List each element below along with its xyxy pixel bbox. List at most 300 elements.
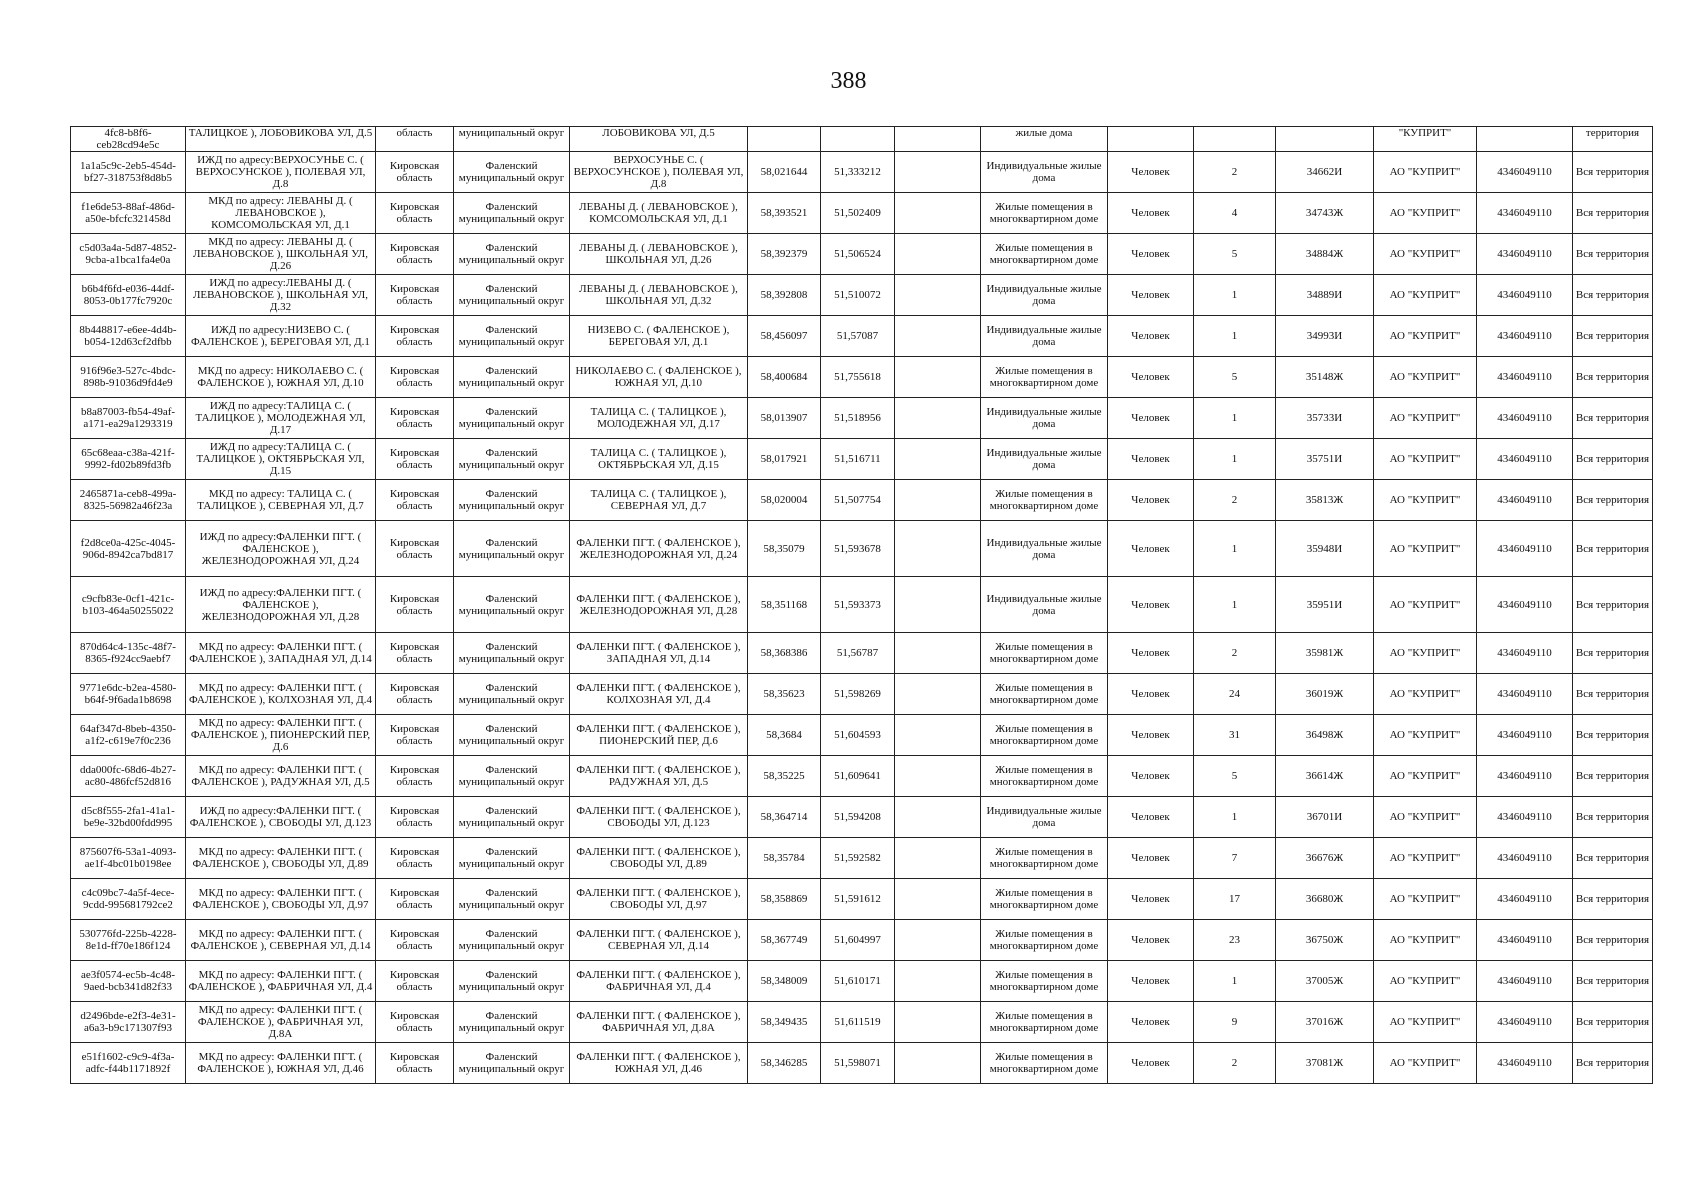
cell-unit: Человек [1108,577,1194,633]
cell-lat: 58,349435 [748,1002,821,1043]
cell-code: 35981Ж [1276,633,1374,674]
cell-lon: 51,594208 [821,797,895,838]
table-row [71,275,1653,316]
cell-code: 36701И [1276,797,1374,838]
cell-lon: 51,598269 [821,674,895,715]
cell-type: Индивидуальные жилые дома [981,797,1108,838]
cell-operator: АО "КУПРИТ" [1374,521,1477,577]
cell-lon: 51,57087 [821,316,895,357]
table-row [71,398,1653,439]
cell-extra [895,193,981,234]
cell-id: 9771e6dc-b2ea-4580-b64f-9f6ada1b8698 [71,674,186,715]
cell-address: ЛОБОВИКОВА УЛ, Д.5 [570,127,748,152]
cell-unit: Человек [1108,1043,1194,1084]
cell-territory: Вся территория [1573,674,1653,715]
cell-code: 35733И [1276,398,1374,439]
cell-territory: Вся территория [1573,1043,1653,1084]
cell-extra [895,480,981,521]
table-row [71,838,1653,879]
cell-unit: Человек [1108,398,1194,439]
cell-lat: 58,364714 [748,797,821,838]
cell-address: ЛЕВАНЫ Д. ( ЛЕВАНОВСКОЕ ), ШКОЛЬНАЯ УЛ, Д.26 [570,234,748,275]
cell-operator: АО "КУПРИТ" [1374,756,1477,797]
cell-district: Фаленский муниципальный округ [454,480,570,521]
cell-lon: 51,755618 [821,357,895,398]
cell-name: МКД по адресу: ФАЛЕНКИ ПГТ. ( ФАЛЕНСКОЕ ), ФАБРИЧНАЯ УЛ, Д.4 [186,961,376,1002]
cell-count: 1 [1194,961,1276,1002]
table-row [71,674,1653,715]
cell-region: Кировская область [376,234,454,275]
cell-type: Жилые помещения в многоквартирном доме [981,838,1108,879]
cell-district: Фаленский муниципальный округ [454,838,570,879]
cell-address: ФАЛЕНКИ ПГТ. ( ФАЛЕНСКОЕ ), ЖЕЛЕЗНОДОРОЖНАЯ УЛ, Д.24 [570,521,748,577]
cell-lon: 51,592582 [821,838,895,879]
cell-address: ФАЛЕНКИ ПГТ. ( ФАЛЕНСКОЕ ), ЖЕЛЕЗНОДОРОЖНАЯ УЛ, Д.28 [570,577,748,633]
cell-id: ae3f0574-ec5b-4c48-9aed-bcb341d82f33 [71,961,186,1002]
cell-lon: 51,502409 [821,193,895,234]
cell-count: 5 [1194,234,1276,275]
cell-region: Кировская область [376,1043,454,1084]
cell-lat: 58,3684 [748,715,821,756]
cell-lat: 58,392379 [748,234,821,275]
cell-id: b6b4f6fd-e036-44df-8053-0b177fc7920c [71,275,186,316]
cell-address: ФАЛЕНКИ ПГТ. ( ФАЛЕНСКОЕ ), КОЛХОЗНАЯ УЛ, Д.4 [570,674,748,715]
cell-count: 23 [1194,920,1276,961]
cell-name: МКД по адресу: ФАЛЕНКИ ПГТ. ( ФАЛЕНСКОЕ ), ЗАПАДНАЯ УЛ, Д.14 [186,633,376,674]
cell-count: 1 [1194,577,1276,633]
cell-extra [895,152,981,193]
cell-extra [895,577,981,633]
cell-extra [895,1002,981,1043]
cell-code: 36676Ж [1276,838,1374,879]
cell-extra [895,398,981,439]
cell-name: ИЖД по адресу:ВЕРХОСУНЬЕ С. ( ВЕРХОСУНСКОЕ ), ПОЛЕВАЯ УЛ, Д.8 [186,152,376,193]
cell-unit: Человек [1108,961,1194,1002]
cell-region: Кировская область [376,1002,454,1043]
cell-territory: Вся территория [1573,961,1653,1002]
table-row [71,1002,1653,1043]
cell-operator: АО "КУПРИТ" [1374,439,1477,480]
cell-address: ФАЛЕНКИ ПГТ. ( ФАЛЕНСКОЕ ), ЗАПАДНАЯ УЛ, Д.14 [570,633,748,674]
cell-address: ФАЛЕНКИ ПГТ. ( ФАЛЕНСКОЕ ), ФАБРИЧНАЯ УЛ, Д.4 [570,961,748,1002]
cell-lon: 51,333212 [821,152,895,193]
cell-name: МКД по адресу: НИКОЛАЕВО С. ( ФАЛЕНСКОЕ ), ЮЖНАЯ УЛ, Д.10 [186,357,376,398]
cell-code: 35948И [1276,521,1374,577]
cell-region: Кировская область [376,879,454,920]
cell-extra [895,275,981,316]
cell-count: 2 [1194,633,1276,674]
cell-inn: 4346049110 [1477,234,1573,275]
cell-address: ФАЛЕНКИ ПГТ. ( ФАЛЕНСКОЕ ), ПИОНЕРСКИЙ ПЕР, Д.6 [570,715,748,756]
cell-district: Фаленский муниципальный округ [454,398,570,439]
cell-district: Фаленский муниципальный округ [454,879,570,920]
cell-name: МКД по адресу: ФАЛЕНКИ ПГТ. ( ФАЛЕНСКОЕ ), ЮЖНАЯ УЛ, Д.46 [186,1043,376,1084]
cell-count: 1 [1194,521,1276,577]
cell-district: Фаленский муниципальный округ [454,316,570,357]
cell-type: Индивидуальные жилые дома [981,316,1108,357]
cell-region: Кировская область [376,521,454,577]
cell-district: Фаленский муниципальный округ [454,193,570,234]
cell-lon: 51,516711 [821,439,895,480]
table-row [71,480,1653,521]
cell-address: НИЗЕВО С. ( ФАЛЕНСКОЕ ), БЕРЕГОВАЯ УЛ, Д.1 [570,316,748,357]
cell-id: d2496bde-e2f3-4e31-a6a3-b9c171307f93 [71,1002,186,1043]
cell-district: Фаленский муниципальный округ [454,1002,570,1043]
cell-district: Фаленский муниципальный округ [454,521,570,577]
cell-inn: 4346049110 [1477,674,1573,715]
cell-operator: АО "КУПРИТ" [1374,920,1477,961]
cell-territory: Вся территория [1573,193,1653,234]
cell-operator: АО "КУПРИТ" [1374,480,1477,521]
cell-code: 35751И [1276,439,1374,480]
cell-inn: 4346049110 [1477,152,1573,193]
cell-lon: 51,591612 [821,879,895,920]
cell-inn: 4346049110 [1477,577,1573,633]
cell-id: 916f96e3-527c-4bdc-898b-91036d9fd4e9 [71,357,186,398]
cell-district: Фаленский муниципальный округ [454,577,570,633]
cell-id: f2d8ce0a-425c-4045-906d-8942ca7bd817 [71,521,186,577]
cell-name: МКД по адресу: ФАЛЕНКИ ПГТ. ( ФАЛЕНСКОЕ ), СЕВЕРНАЯ УЛ, Д.14 [186,920,376,961]
cell-id: dda000fc-68d6-4b27-ac80-486fcf52d816 [71,756,186,797]
cell-territory: Вся территория [1573,521,1653,577]
cell-address: ТАЛИЦА С. ( ТАЛИЦКОЕ ), МОЛОДЕЖНАЯ УЛ, Д.17 [570,398,748,439]
cell-unit: Человек [1108,357,1194,398]
cell-count: 5 [1194,756,1276,797]
cell-district: Фаленский муниципальный округ [454,275,570,316]
cell-count: 9 [1194,1002,1276,1043]
cell-type: Жилые помещения в многоквартирном доме [981,193,1108,234]
cell-lat: 58,393521 [748,193,821,234]
cell-type: Жилые помещения в многоквартирном доме [981,879,1108,920]
cell-region: Кировская область [376,715,454,756]
cell-lon: 51,604997 [821,920,895,961]
cell-type: жилые дома [981,127,1108,152]
table-row [71,756,1653,797]
cell-type: Жилые помещения в многоквартирном доме [981,234,1108,275]
cell-count: 1 [1194,797,1276,838]
cell-unit: Человек [1108,879,1194,920]
cell-inn: 4346049110 [1477,316,1573,357]
cell-inn: 4346049110 [1477,275,1573,316]
table-row [71,439,1653,480]
cell-id: 2465871a-ceb8-499a-8325-56982a46f23a [71,480,186,521]
table-row [71,127,1653,152]
cell-unit: Человек [1108,439,1194,480]
cell-unit: Человек [1108,152,1194,193]
cell-code: 36750Ж [1276,920,1374,961]
cell-region: Кировская область [376,357,454,398]
cell-type: Индивидуальные жилые дома [981,439,1108,480]
cell-territory: Вся территория [1573,316,1653,357]
cell-unit: Человек [1108,838,1194,879]
cell-region: Кировская область [376,633,454,674]
cell-territory: Вся территория [1573,920,1653,961]
cell-region: Кировская область [376,797,454,838]
cell-inn: 4346049110 [1477,480,1573,521]
cell-address: ФАЛЕНКИ ПГТ. ( ФАЛЕНСКОЕ ), СЕВЕРНАЯ УЛ, Д.14 [570,920,748,961]
cell-operator: АО "КУПРИТ" [1374,1043,1477,1084]
cell-type: Жилые помещения в многоквартирном доме [981,756,1108,797]
cell-lon: 51,507754 [821,480,895,521]
cell-id: c5d03a4a-5d87-4852-9cba-a1bca1fa4e0a [71,234,186,275]
cell-region: Кировская область [376,920,454,961]
cell-code: 35813Ж [1276,480,1374,521]
cell-lon: 51,610171 [821,961,895,1002]
cell-unit: Человек [1108,1002,1194,1043]
cell-region: Кировская область [376,275,454,316]
cell-lat: 58,367749 [748,920,821,961]
cell-extra [895,521,981,577]
cell-region: Кировская область [376,756,454,797]
cell-type: Жилые помещения в многоквартирном доме [981,715,1108,756]
cell-name: МКД по адресу: ЛЕВАНЫ Д. ( ЛЕВАНОВСКОЕ ), КОМСОМОЛЬСКАЯ УЛ, Д.1 [186,193,376,234]
cell-unit: Человек [1108,920,1194,961]
cell-count: 1 [1194,398,1276,439]
cell-territory: Вся территория [1573,715,1653,756]
cell-lat: 58,021644 [748,152,821,193]
cell-extra [895,756,981,797]
cell-name: ИЖД по адресу:ТАЛИЦА С. ( ТАЛИЦКОЕ ), ОКТЯБРЬСКАЯ УЛ, Д.15 [186,439,376,480]
cell-name: ИЖД по адресу:ТАЛИЦА С. ( ТАЛИЦКОЕ ), МОЛОДЕЖНАЯ УЛ, Д.17 [186,398,376,439]
cell-region: Кировская область [376,193,454,234]
cell-unit: Человек [1108,234,1194,275]
cell-extra [895,439,981,480]
cell-territory: Вся территория [1573,357,1653,398]
cell-code: 37081Ж [1276,1043,1374,1084]
cell-region: область [376,127,454,152]
cell-district: Фаленский муниципальный округ [454,439,570,480]
cell-id: 1a1a5c9c-2eb5-454d-bf27-318753f8d8b5 [71,152,186,193]
cell-lat: 58,35784 [748,838,821,879]
cell-unit: Человек [1108,715,1194,756]
cell-address: ВЕРХОСУНЬЕ С. ( ВЕРХОСУНСКОЕ ), ПОЛЕВАЯ УЛ, Д.8 [570,152,748,193]
cell-territory: Вся территория [1573,879,1653,920]
cell-type: Индивидуальные жилые дома [981,577,1108,633]
cell-name: ИЖД по адресу:ЛЕВАНЫ Д. ( ЛЕВАНОВСКОЕ ), ШКОЛЬНАЯ УЛ, Д.32 [186,275,376,316]
cell-operator: АО "КУПРИТ" [1374,674,1477,715]
table-body [71,127,1653,1084]
cell-address: ТАЛИЦА С. ( ТАЛИЦКОЕ ), ОКТЯБРЬСКАЯ УЛ, Д.15 [570,439,748,480]
table-row [71,879,1653,920]
cell-inn: 4346049110 [1477,879,1573,920]
cell-unit: Человек [1108,797,1194,838]
cell-operator: АО "КУПРИТ" [1374,316,1477,357]
cell-lat: 58,392808 [748,275,821,316]
cell-extra [895,797,981,838]
cell-lat: 58,368386 [748,633,821,674]
cell-lon [821,127,895,152]
cell-lon: 51,611519 [821,1002,895,1043]
cell-region: Кировская область [376,439,454,480]
cell-inn: 4346049110 [1477,193,1573,234]
table-row [71,633,1653,674]
cell-operator: АО "КУПРИТ" [1374,879,1477,920]
cell-name: МКД по адресу: ЛЕВАНЫ Д. ( ЛЕВАНОВСКОЕ ), ШКОЛЬНАЯ УЛ, Д.26 [186,234,376,275]
cell-count: 24 [1194,674,1276,715]
cell-name: МКД по адресу: ФАЛЕНКИ ПГТ. ( ФАЛЕНСКОЕ ), КОЛХОЗНАЯ УЛ, Д.4 [186,674,376,715]
cell-id: b8a87003-fb54-49af-a171-ea29a1293319 [71,398,186,439]
cell-lon: 51,604593 [821,715,895,756]
cell-district: Фаленский муниципальный округ [454,674,570,715]
cell-operator: АО "КУПРИТ" [1374,234,1477,275]
cell-inn: 4346049110 [1477,715,1573,756]
cell-type: Индивидуальные жилые дома [981,275,1108,316]
cell-code: 34889И [1276,275,1374,316]
cell-territory: территория [1573,127,1653,152]
cell-extra [895,357,981,398]
cell-unit: Человек [1108,316,1194,357]
cell-unit: Человек [1108,521,1194,577]
cell-inn: 4346049110 [1477,838,1573,879]
cell-code [1276,127,1374,152]
cell-inn: 4346049110 [1477,633,1573,674]
cell-type: Жилые помещения в многоквартирном доме [981,1002,1108,1043]
cell-extra [895,1043,981,1084]
cell-name: МКД по адресу: ТАЛИЦА С. ( ТАЛИЦКОЕ ), СЕВЕРНАЯ УЛ, Д.7 [186,480,376,521]
cell-lon: 51,598071 [821,1043,895,1084]
cell-region: Кировская область [376,398,454,439]
cell-address: ЛЕВАНЫ Д. ( ЛЕВАНОВСКОЕ ), ШКОЛЬНАЯ УЛ, Д.32 [570,275,748,316]
cell-type: Индивидуальные жилые дома [981,152,1108,193]
cell-name: ИЖД по адресу:ФАЛЕНКИ ПГТ. ( ФАЛЕНСКОЕ ), ЖЕЛЕЗНОДОРОЖНАЯ УЛ, Д.24 [186,521,376,577]
cell-territory: Вся территория [1573,633,1653,674]
cell-lat [748,127,821,152]
cell-territory: Вся территория [1573,234,1653,275]
cell-inn: 4346049110 [1477,961,1573,1002]
cell-district: Фаленский муниципальный округ [454,920,570,961]
cell-unit: Человек [1108,674,1194,715]
cell-code: 36498Ж [1276,715,1374,756]
cell-lat: 58,35079 [748,521,821,577]
cell-extra [895,961,981,1002]
cell-lon: 51,593373 [821,577,895,633]
cell-name: ТАЛИЦКОЕ ), ЛОБОВИКОВА УЛ, Д.5 [186,127,376,152]
cell-extra [895,838,981,879]
cell-territory: Вся территория [1573,275,1653,316]
cell-id: 64af347d-8beb-4350-a1f2-c619e7f0c236 [71,715,186,756]
cell-region: Кировская область [376,674,454,715]
cell-name: ИЖД по адресу:ФАЛЕНКИ ПГТ. ( ФАЛЕНСКОЕ ), ЖЕЛЕЗНОДОРОЖНАЯ УЛ, Д.28 [186,577,376,633]
cell-code: 36614Ж [1276,756,1374,797]
cell-region: Кировская область [376,316,454,357]
cell-district: Фаленский муниципальный округ [454,234,570,275]
cell-address: ФАЛЕНКИ ПГТ. ( ФАЛЕНСКОЕ ), СВОБОДЫ УЛ, Д.89 [570,838,748,879]
cell-district: Фаленский муниципальный округ [454,633,570,674]
cell-district: муниципальный округ [454,127,570,152]
table-row [71,152,1653,193]
cell-address: ФАЛЕНКИ ПГТ. ( ФАЛЕНСКОЕ ), ФАБРИЧНАЯ УЛ, Д.8А [570,1002,748,1043]
cell-unit: Человек [1108,633,1194,674]
cell-count [1194,127,1276,152]
cell-lat: 58,456097 [748,316,821,357]
cell-inn: 4346049110 [1477,756,1573,797]
cell-district: Фаленский муниципальный округ [454,152,570,193]
table-row [71,961,1653,1002]
cell-lat: 58,400684 [748,357,821,398]
cell-count: 17 [1194,879,1276,920]
cell-inn: 4346049110 [1477,521,1573,577]
cell-count: 5 [1194,357,1276,398]
cell-inn: 4346049110 [1477,1043,1573,1084]
cell-name: МКД по адресу: ФАЛЕНКИ ПГТ. ( ФАЛЕНСКОЕ ), СВОБОДЫ УЛ, Д.97 [186,879,376,920]
cell-territory: Вся территория [1573,577,1653,633]
cell-extra [895,127,981,152]
cell-count: 31 [1194,715,1276,756]
registry-table [70,126,1653,1084]
cell-unit: Человек [1108,193,1194,234]
cell-type: Индивидуальные жилые дома [981,398,1108,439]
cell-lat: 58,348009 [748,961,821,1002]
cell-count: 7 [1194,838,1276,879]
cell-inn: 4346049110 [1477,1002,1573,1043]
cell-name: МКД по адресу: ФАЛЕНКИ ПГТ. ( ФАЛЕНСКОЕ ), РАДУЖНАЯ УЛ, Д.5 [186,756,376,797]
cell-id: e51f1602-c9c9-4f3a-adfc-f44b1171892f [71,1043,186,1084]
cell-address: ФАЛЕНКИ ПГТ. ( ФАЛЕНСКОЕ ), СВОБОДЫ УЛ, Д.97 [570,879,748,920]
cell-type: Жилые помещения в многоквартирном доме [981,961,1108,1002]
cell-id: c4c09bc7-4a5f-4ece-9cdd-995681792ce2 [71,879,186,920]
cell-district: Фаленский муниципальный округ [454,357,570,398]
cell-inn: 4346049110 [1477,797,1573,838]
cell-lat: 58,013907 [748,398,821,439]
cell-id: 65c68eaa-c38a-421f-9992-fd02b89fd3fb [71,439,186,480]
cell-unit: Человек [1108,480,1194,521]
cell-count: 1 [1194,316,1276,357]
table-row [71,1043,1653,1084]
cell-type: Жилые помещения в многоквартирном доме [981,1043,1108,1084]
table-row [71,521,1653,577]
cell-territory: Вся территория [1573,480,1653,521]
cell-address: НИКОЛАЕВО С. ( ФАЛЕНСКОЕ ), ЮЖНАЯ УЛ, Д.10 [570,357,748,398]
table-row [71,715,1653,756]
cell-type: Жилые помещения в многоквартирном доме [981,633,1108,674]
cell-region: Кировская область [376,152,454,193]
cell-name: МКД по адресу: ФАЛЕНКИ ПГТ. ( ФАЛЕНСКОЕ ), СВОБОДЫ УЛ, Д.89 [186,838,376,879]
cell-code: 35148Ж [1276,357,1374,398]
cell-lon: 51,593678 [821,521,895,577]
cell-code: 34993И [1276,316,1374,357]
cell-code: 37016Ж [1276,1002,1374,1043]
cell-operator: АО "КУПРИТ" [1374,152,1477,193]
cell-name: ИЖД по адресу:НИЗЕВО С. ( ФАЛЕНСКОЕ ), БЕРЕГОВАЯ УЛ, Д.1 [186,316,376,357]
table-row [71,577,1653,633]
table-row [71,316,1653,357]
cell-lon: 51,510072 [821,275,895,316]
page-number: 388 [830,68,867,94]
cell-extra [895,633,981,674]
cell-name: ИЖД по адресу:ФАЛЕНКИ ПГТ. ( ФАЛЕНСКОЕ ), СВОБОДЫ УЛ, Д.123 [186,797,376,838]
cell-operator: АО "КУПРИТ" [1374,715,1477,756]
cell-territory: Вся территория [1573,398,1653,439]
cell-extra [895,316,981,357]
cell-id: c9cfb83e-0cf1-421c-b103-464a50255022 [71,577,186,633]
cell-extra [895,920,981,961]
cell-operator: АО "КУПРИТ" [1374,961,1477,1002]
cell-code: 37005Ж [1276,961,1374,1002]
cell-code: 34743Ж [1276,193,1374,234]
cell-unit: Человек [1108,275,1194,316]
cell-code: 36680Ж [1276,879,1374,920]
cell-unit [1108,127,1194,152]
cell-id: 4fc8-b8f6- ceb28cd94e5c [71,127,186,152]
cell-count: 2 [1194,152,1276,193]
cell-lat: 58,346285 [748,1043,821,1084]
cell-lon: 51,609641 [821,756,895,797]
cell-extra [895,674,981,715]
cell-region: Кировская область [376,480,454,521]
cell-lat: 58,017921 [748,439,821,480]
cell-id: d5c8f555-2fa1-41a1-be9e-32bd00fdd995 [71,797,186,838]
cell-lat: 58,020004 [748,480,821,521]
